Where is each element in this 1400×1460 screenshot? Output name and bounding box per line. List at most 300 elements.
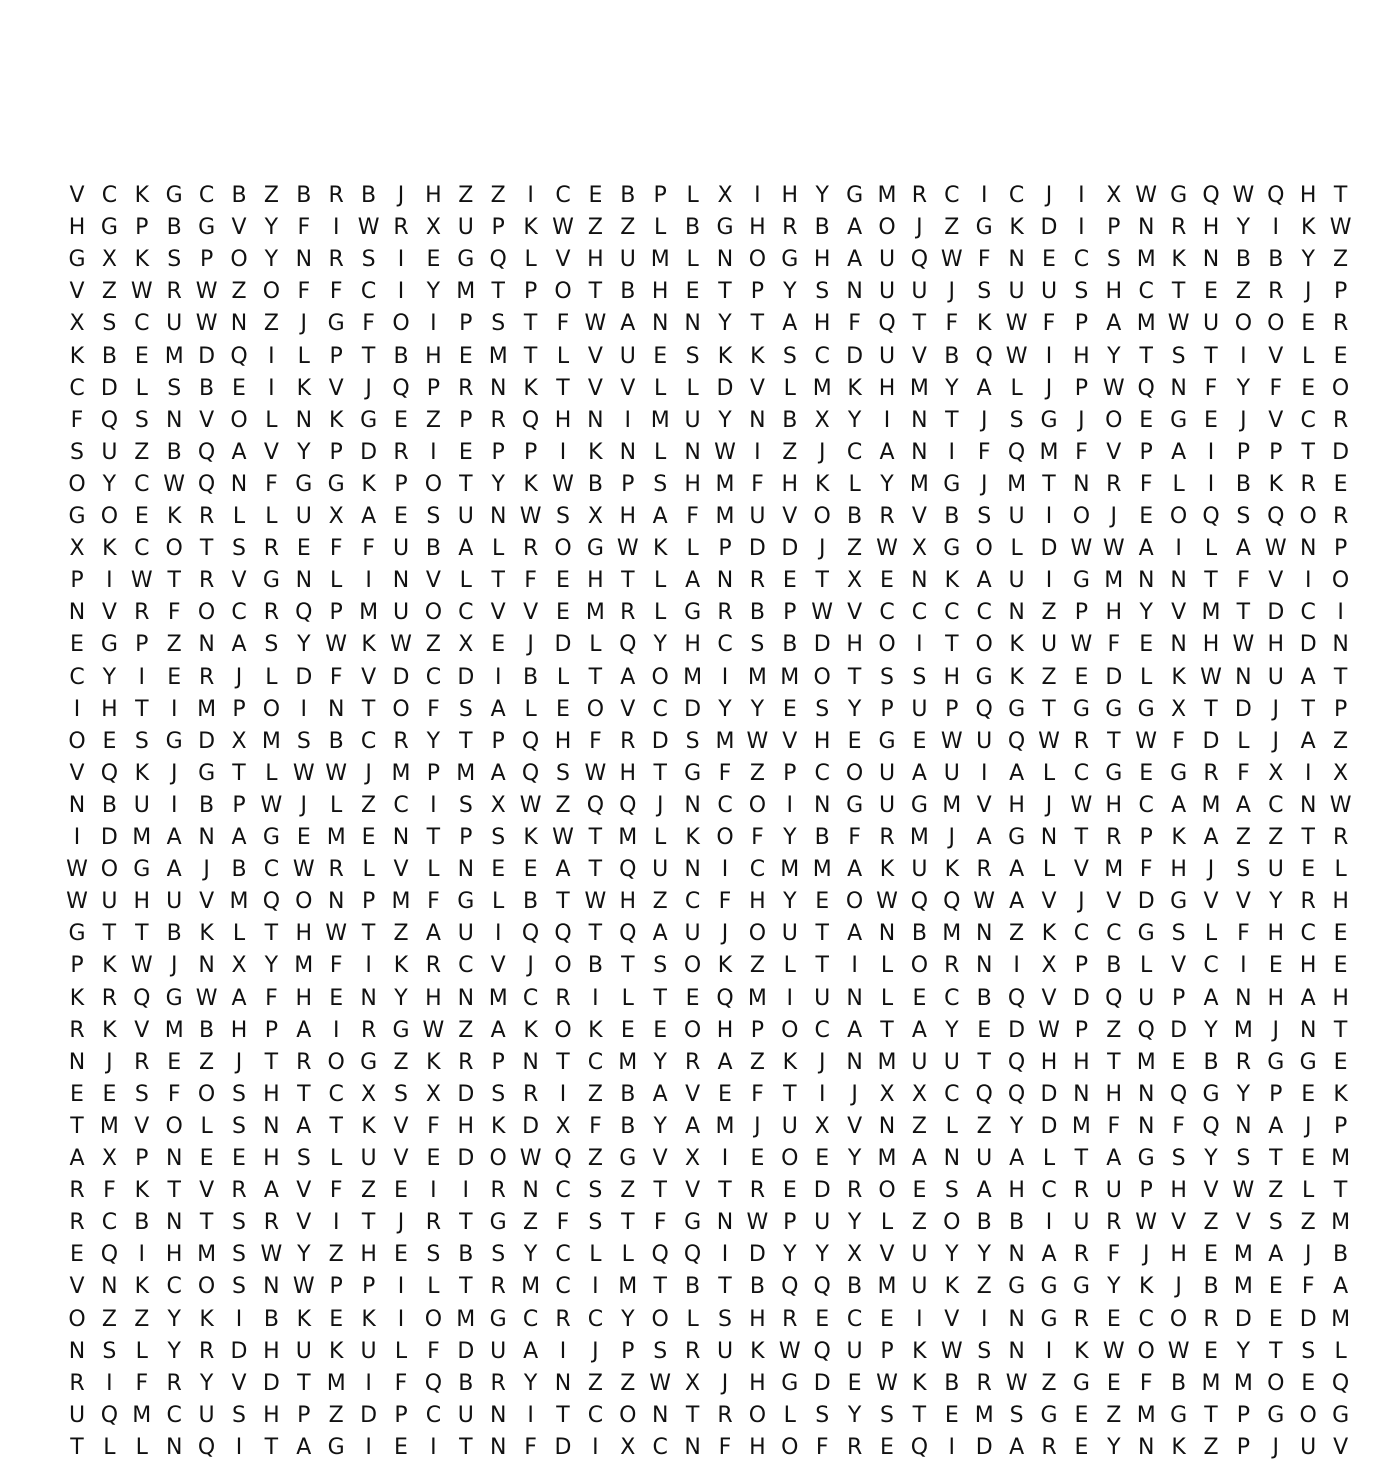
grid-letter: G (100, 632, 118, 658)
grid-letter: R (69, 1210, 85, 1236)
grid-letter: X (101, 247, 117, 273)
grid-letter: S (167, 247, 182, 273)
grid-letter: P (1269, 1081, 1283, 1107)
grid-letter: V (555, 247, 571, 273)
grid-letter: P (880, 696, 894, 722)
grid-letter: B (685, 215, 701, 241)
grid-letter: L (1302, 343, 1315, 369)
grid-letter: S (394, 1081, 408, 1107)
grid-letter: U (1008, 504, 1025, 529)
grid-letter: B (1203, 1049, 1219, 1075)
grid-letter: V (134, 1017, 150, 1043)
grid-letter: V (782, 504, 798, 529)
grid-letter: G (1008, 1274, 1026, 1300)
grid-letter: W (714, 439, 736, 465)
grid-letter: J (365, 375, 372, 401)
grid-letter: F (556, 311, 570, 337)
grid-letter: H (263, 1146, 280, 1171)
grid-letter: W (746, 1210, 769, 1236)
grid-letter: P (329, 1274, 343, 1300)
grid-letter: B (587, 471, 603, 497)
grid-letter: O (392, 696, 410, 722)
grid-letter: Y (523, 1242, 538, 1268)
grid-letter: S (653, 1338, 668, 1364)
grid-letter: K (490, 1113, 506, 1139)
grid-letter: P (297, 1402, 311, 1428)
grid-letter: O (813, 664, 831, 690)
grid-letter: I (494, 921, 502, 947)
grid-letter: N (846, 985, 863, 1011)
grid-letter: W (195, 311, 218, 337)
grid-letter: E (815, 889, 830, 915)
grid-letter: G (1332, 1402, 1350, 1428)
grid-letter: X (231, 953, 247, 979)
grid-letter: V (296, 1210, 312, 1236)
grid-letter: W (292, 857, 315, 883)
grid-letter: I (106, 1370, 113, 1396)
grid-letter: W (1102, 375, 1125, 401)
grid-letter: M (812, 857, 832, 883)
grid-letter: E (523, 857, 538, 883)
grid-letter: H (1170, 857, 1187, 883)
grid-letter: O (943, 1210, 961, 1236)
grid-letter: H (263, 1402, 280, 1428)
grid-letter: P (523, 279, 538, 305)
grid-letter: N (684, 311, 701, 337)
grid-letter: F (297, 279, 311, 305)
grid-letter: K (134, 183, 150, 208)
grid-letter: E (718, 1081, 732, 1107)
grid-letter: K (588, 1017, 603, 1043)
grid-letter: Q (943, 889, 961, 915)
grid-letter: C (944, 183, 960, 208)
grid-letter: U (878, 279, 896, 305)
grid-letter: I (916, 1306, 923, 1332)
grid-letter: Y (653, 632, 667, 658)
grid-letter: J (170, 953, 178, 979)
grid-letter: N (392, 825, 410, 850)
grid-letter: Z (1203, 1210, 1219, 1236)
grid-letter: T (1074, 1146, 1089, 1171)
grid-letter: Z (101, 1306, 117, 1332)
grid-letter: T (718, 1178, 732, 1204)
grid-letter: N (1170, 568, 1187, 594)
grid-letter: M (488, 343, 508, 369)
grid-letter: A (490, 760, 506, 786)
grid-letter: T (1269, 1146, 1283, 1171)
grid-letter: O (975, 632, 993, 658)
grid-letter: D (1040, 215, 1058, 241)
grid-letter: C (1008, 183, 1025, 208)
grid-letter: E (1204, 1338, 1218, 1364)
grid-letter: S (750, 632, 765, 658)
grid-letter: L (654, 439, 667, 465)
grid-letter: T (815, 921, 829, 947)
grid-letter: R (393, 215, 409, 241)
grid-letter: T (621, 568, 635, 594)
grid-letter: M (1136, 1402, 1156, 1428)
grid-letter: N (716, 568, 734, 594)
grid-letter: E (1301, 1146, 1316, 1171)
grid-letter: Y (1236, 215, 1251, 241)
grid-letter: L (265, 664, 278, 690)
grid-letter: K (750, 343, 765, 369)
grid-letter: T (361, 696, 376, 722)
grid-letter: H (425, 183, 442, 208)
grid-letter: I (73, 825, 81, 850)
grid-letter: W (1167, 1338, 1190, 1364)
grid-letter: O (1299, 504, 1317, 529)
grid-letter: I (948, 1434, 956, 1460)
grid-letter: O (910, 953, 929, 979)
grid-letter: C (814, 343, 830, 369)
grid-letter: T (523, 311, 538, 337)
grid-letter: N (165, 1434, 183, 1460)
grid-letter: Z (749, 1049, 765, 1075)
grid-letter: H (360, 1242, 377, 1268)
grid-letter: L (492, 536, 505, 562)
grid-letter: S (1171, 1146, 1186, 1171)
grid-letter: L (589, 1242, 602, 1268)
grid-letter: N (1008, 1338, 1025, 1364)
grid-letter: H (1105, 1081, 1123, 1107)
grid-letter: I (1045, 1338, 1053, 1364)
grid-letter: B (199, 375, 215, 401)
grid-letter: C (328, 1081, 344, 1107)
grid-letter: Y (945, 1017, 959, 1043)
grid-letter: K (652, 536, 668, 562)
grid-letter: H (684, 471, 701, 497)
grid-letter: O (651, 1306, 669, 1332)
grid-letter: U (878, 792, 896, 818)
grid-letter: F (718, 760, 732, 786)
grid-letter: N (651, 1402, 669, 1428)
grid-letter: X (685, 1370, 701, 1396)
grid-letter: W (1329, 215, 1352, 241)
grid-letter: O (68, 728, 86, 754)
grid-letter: Q (1007, 439, 1026, 465)
grid-letter: W (260, 1242, 283, 1268)
grid-letter: W (1005, 1370, 1028, 1396)
grid-letter: V (976, 792, 992, 818)
grid-letter: O (1169, 1306, 1188, 1332)
grid-letter: R (458, 375, 474, 401)
grid-letter: L (232, 921, 246, 947)
grid-letter: M (197, 1242, 217, 1268)
grid-letter: A (847, 1017, 863, 1043)
grid-letter: F (848, 825, 861, 850)
grid-letter: S (588, 1210, 603, 1236)
grid-letter: B (231, 857, 247, 883)
grid-letter: G (1267, 1049, 1285, 1075)
grid-letter: V (361, 664, 377, 690)
grid-letter: Q (910, 889, 929, 915)
grid-letter: A (620, 311, 636, 337)
grid-letter: J (721, 921, 729, 947)
grid-letter: F (1139, 471, 1153, 497)
grid-letter: O (1137, 1338, 1155, 1364)
grid-letter: P (621, 1338, 635, 1364)
grid-letter: Q (878, 311, 896, 337)
grid-letter: B (814, 825, 830, 850)
grid-letter: P (1236, 1434, 1251, 1460)
grid-letter: J (1045, 792, 1053, 818)
grid-letter: B (166, 921, 182, 947)
grid-letter: K (1009, 215, 1024, 241)
grid-letter: C (1300, 921, 1316, 947)
grid-letter: J (916, 215, 923, 241)
grid-letter: J (818, 536, 826, 562)
grid-letter: K (1009, 664, 1024, 690)
grid-letter: T (135, 696, 149, 722)
grid-letter: Y (1204, 1017, 1218, 1043)
grid-letter: L (654, 568, 667, 594)
grid-letter: Z (166, 632, 182, 658)
grid-letter: R (198, 504, 215, 529)
grid-letter: F (1172, 1113, 1185, 1139)
grid-letter: G (1299, 1049, 1317, 1075)
grid-letter: M (391, 760, 411, 786)
grid-letter: L (1010, 536, 1023, 562)
grid-letter: S (1074, 279, 1089, 305)
grid-letter: S (296, 1146, 311, 1171)
grid-letter: Q (521, 728, 540, 754)
grid-letter: E (1301, 311, 1316, 337)
grid-letter: P (718, 536, 732, 562)
grid-letter: I (365, 953, 372, 979)
grid-letter: D (1299, 632, 1317, 658)
grid-letter: U (943, 1049, 960, 1075)
grid-letter: E (134, 343, 149, 369)
grid-letter: K (102, 536, 117, 562)
grid-letter: C (69, 664, 85, 690)
grid-letter: V (69, 1274, 85, 1300)
grid-letter: R (263, 536, 280, 562)
grid-letter: X (685, 1146, 701, 1171)
grid-letter: E (556, 600, 570, 626)
grid-letter: D (748, 536, 766, 562)
grid-letter: K (1171, 247, 1186, 273)
grid-letter: Z (1041, 600, 1057, 626)
grid-letter: O (813, 504, 831, 529)
grid-letter: Z (620, 215, 636, 241)
grid-letter: L (1010, 375, 1023, 401)
grid-letter: A (1333, 1274, 1349, 1300)
grid-letter: Q (521, 921, 540, 947)
grid-letter: I (559, 439, 567, 465)
grid-letter: C (717, 632, 733, 658)
grid-letter: S (264, 632, 279, 658)
grid-letter: T (264, 1434, 279, 1460)
grid-letter: I (1045, 1210, 1053, 1236)
grid-letter: S (1009, 407, 1024, 433)
grid-letter: C (587, 1049, 604, 1075)
grid-letter: T (588, 664, 603, 690)
grid-letter: N (522, 1049, 539, 1075)
grid-letter: W (130, 953, 153, 979)
grid-letter: A (166, 857, 182, 883)
grid-letter: X (231, 728, 247, 754)
grid-letter: N (651, 311, 669, 337)
grid-letter: G (327, 1434, 345, 1460)
grid-letter: P (70, 953, 84, 979)
grid-letter: K (912, 1370, 927, 1396)
grid-letter: J (365, 760, 372, 786)
grid-letter: T (945, 407, 959, 433)
grid-letter: T (135, 921, 149, 947)
grid-letter: C (911, 600, 928, 626)
grid-letter: S (426, 504, 441, 529)
grid-letter: I (430, 311, 437, 337)
grid-letter: L (1334, 857, 1347, 883)
grid-letter: T (783, 1081, 797, 1107)
grid-letter: U (781, 1113, 798, 1139)
grid-letter: N (165, 1210, 183, 1236)
grid-letter: F (556, 1210, 570, 1236)
grid-letter: L (880, 985, 894, 1011)
grid-letter: N (1332, 632, 1349, 658)
grid-letter: U (976, 1146, 993, 1171)
grid-letter: J (818, 439, 826, 465)
grid-letter: N (1235, 1113, 1252, 1139)
grid-letter: Y (718, 311, 732, 337)
grid-letter: Y (264, 215, 279, 241)
grid-letter: P (361, 1274, 376, 1300)
grid-letter: K (1171, 1434, 1186, 1460)
grid-letter: I (948, 439, 956, 465)
grid-letter: S (232, 1210, 246, 1236)
grid-letter: T (653, 1178, 667, 1204)
grid-letter: T (653, 1274, 667, 1300)
grid-letter: Q (683, 1242, 702, 1268)
grid-letter: T (459, 1210, 473, 1236)
grid-letter: Q (910, 1434, 929, 1460)
grid-letter: O (716, 825, 734, 850)
grid-letter: Q (100, 1402, 119, 1428)
grid-letter: W (1232, 183, 1255, 208)
grid-letter: Z (1041, 664, 1057, 690)
grid-letter: H (1105, 600, 1123, 626)
grid-letter: S (232, 536, 246, 562)
grid-letter: M (618, 825, 638, 850)
grid-letter: I (559, 1338, 567, 1364)
grid-letter: U (490, 1338, 507, 1364)
grid-letter: D (262, 1370, 280, 1396)
grid-letter: A (231, 985, 247, 1011)
grid-letter: H (1170, 1242, 1187, 1268)
grid-letter: T (70, 1113, 84, 1139)
grid-letter: Y (523, 1370, 538, 1396)
grid-letter: L (686, 183, 699, 208)
grid-letter: A (1235, 536, 1251, 562)
grid-letter: N (489, 504, 507, 529)
grid-letter: Y (297, 439, 311, 465)
grid-letter: F (1139, 1370, 1153, 1396)
grid-letter: I (397, 1306, 405, 1332)
grid-letter: J (948, 825, 956, 850)
grid-letter: R (1041, 1434, 1057, 1460)
grid-letter: U (392, 600, 410, 626)
grid-letter: N (230, 471, 248, 497)
grid-letter: R (393, 728, 409, 754)
grid-letter: N (1137, 215, 1155, 241)
grid-letter: M (1071, 1113, 1091, 1139)
grid-letter: T (556, 375, 570, 401)
grid-letter: M (197, 696, 217, 722)
grid-letter: D (1170, 1017, 1188, 1043)
grid-letter: E (1301, 857, 1316, 883)
grid-letter: R (1332, 504, 1349, 529)
grid-letter: G (198, 215, 216, 241)
grid-letter: H (813, 311, 831, 337)
grid-letter: Y (1236, 1081, 1251, 1107)
grid-letter: W (325, 921, 348, 947)
grid-letter: V (328, 375, 344, 401)
grid-letter: Y (880, 471, 894, 497)
grid-letter: D (1299, 1306, 1317, 1332)
grid-letter: R (879, 504, 895, 529)
grid-letter: O (197, 1274, 216, 1300)
grid-letter: W (1264, 536, 1287, 562)
grid-letter: J (1045, 375, 1053, 401)
grid-letter: N (1073, 471, 1090, 497)
grid-letter: P (1236, 1402, 1251, 1428)
grid-letter: N (911, 439, 928, 465)
grid-letter: Y (783, 1242, 797, 1268)
grid-letter: H (749, 889, 766, 915)
grid-letter: Q (1202, 183, 1220, 208)
grid-letter: S (491, 1242, 506, 1268)
grid-letter: B (101, 792, 117, 818)
grid-letter: N (975, 953, 993, 979)
grid-letter: Z (361, 792, 377, 818)
grid-letter: Z (523, 1210, 539, 1236)
grid-letter: L (1334, 1338, 1347, 1364)
grid-letter: M (780, 857, 800, 883)
grid-letter: O (1331, 375, 1350, 401)
grid-letter: W (1200, 664, 1222, 690)
grid-letter: A (685, 568, 701, 594)
grid-letter: E (847, 1370, 862, 1396)
grid-letter: R (198, 568, 215, 594)
grid-letter: K (976, 311, 992, 337)
grid-letter: S (134, 728, 149, 754)
grid-letter: D (457, 1146, 475, 1171)
grid-letter: S (491, 825, 506, 850)
grid-letter: Y (750, 696, 765, 722)
grid-letter: Q (781, 1274, 799, 1300)
grid-letter: E (815, 1306, 830, 1332)
grid-letter: W (163, 471, 186, 497)
grid-letter: H (1170, 1178, 1187, 1204)
grid-letter: B (847, 504, 863, 529)
grid-letter: F (1075, 439, 1088, 465)
grid-letter: M (1233, 1242, 1253, 1268)
grid-letter: Q (1007, 1081, 1026, 1107)
grid-letter: H (165, 1242, 183, 1268)
grid-letter: G (262, 568, 280, 594)
grid-letter: M (488, 985, 508, 1011)
grid-letter: Z (458, 183, 474, 208)
grid-letter: N (846, 1049, 863, 1075)
grid-letter: S (880, 1402, 894, 1428)
grid-letter: U (911, 1049, 928, 1075)
grid-letter: N (619, 439, 637, 465)
grid-letter: B (847, 1274, 863, 1300)
grid-letter: Q (133, 985, 151, 1011)
grid-letter: D (230, 1338, 248, 1364)
grid-letter: P (1074, 953, 1089, 979)
